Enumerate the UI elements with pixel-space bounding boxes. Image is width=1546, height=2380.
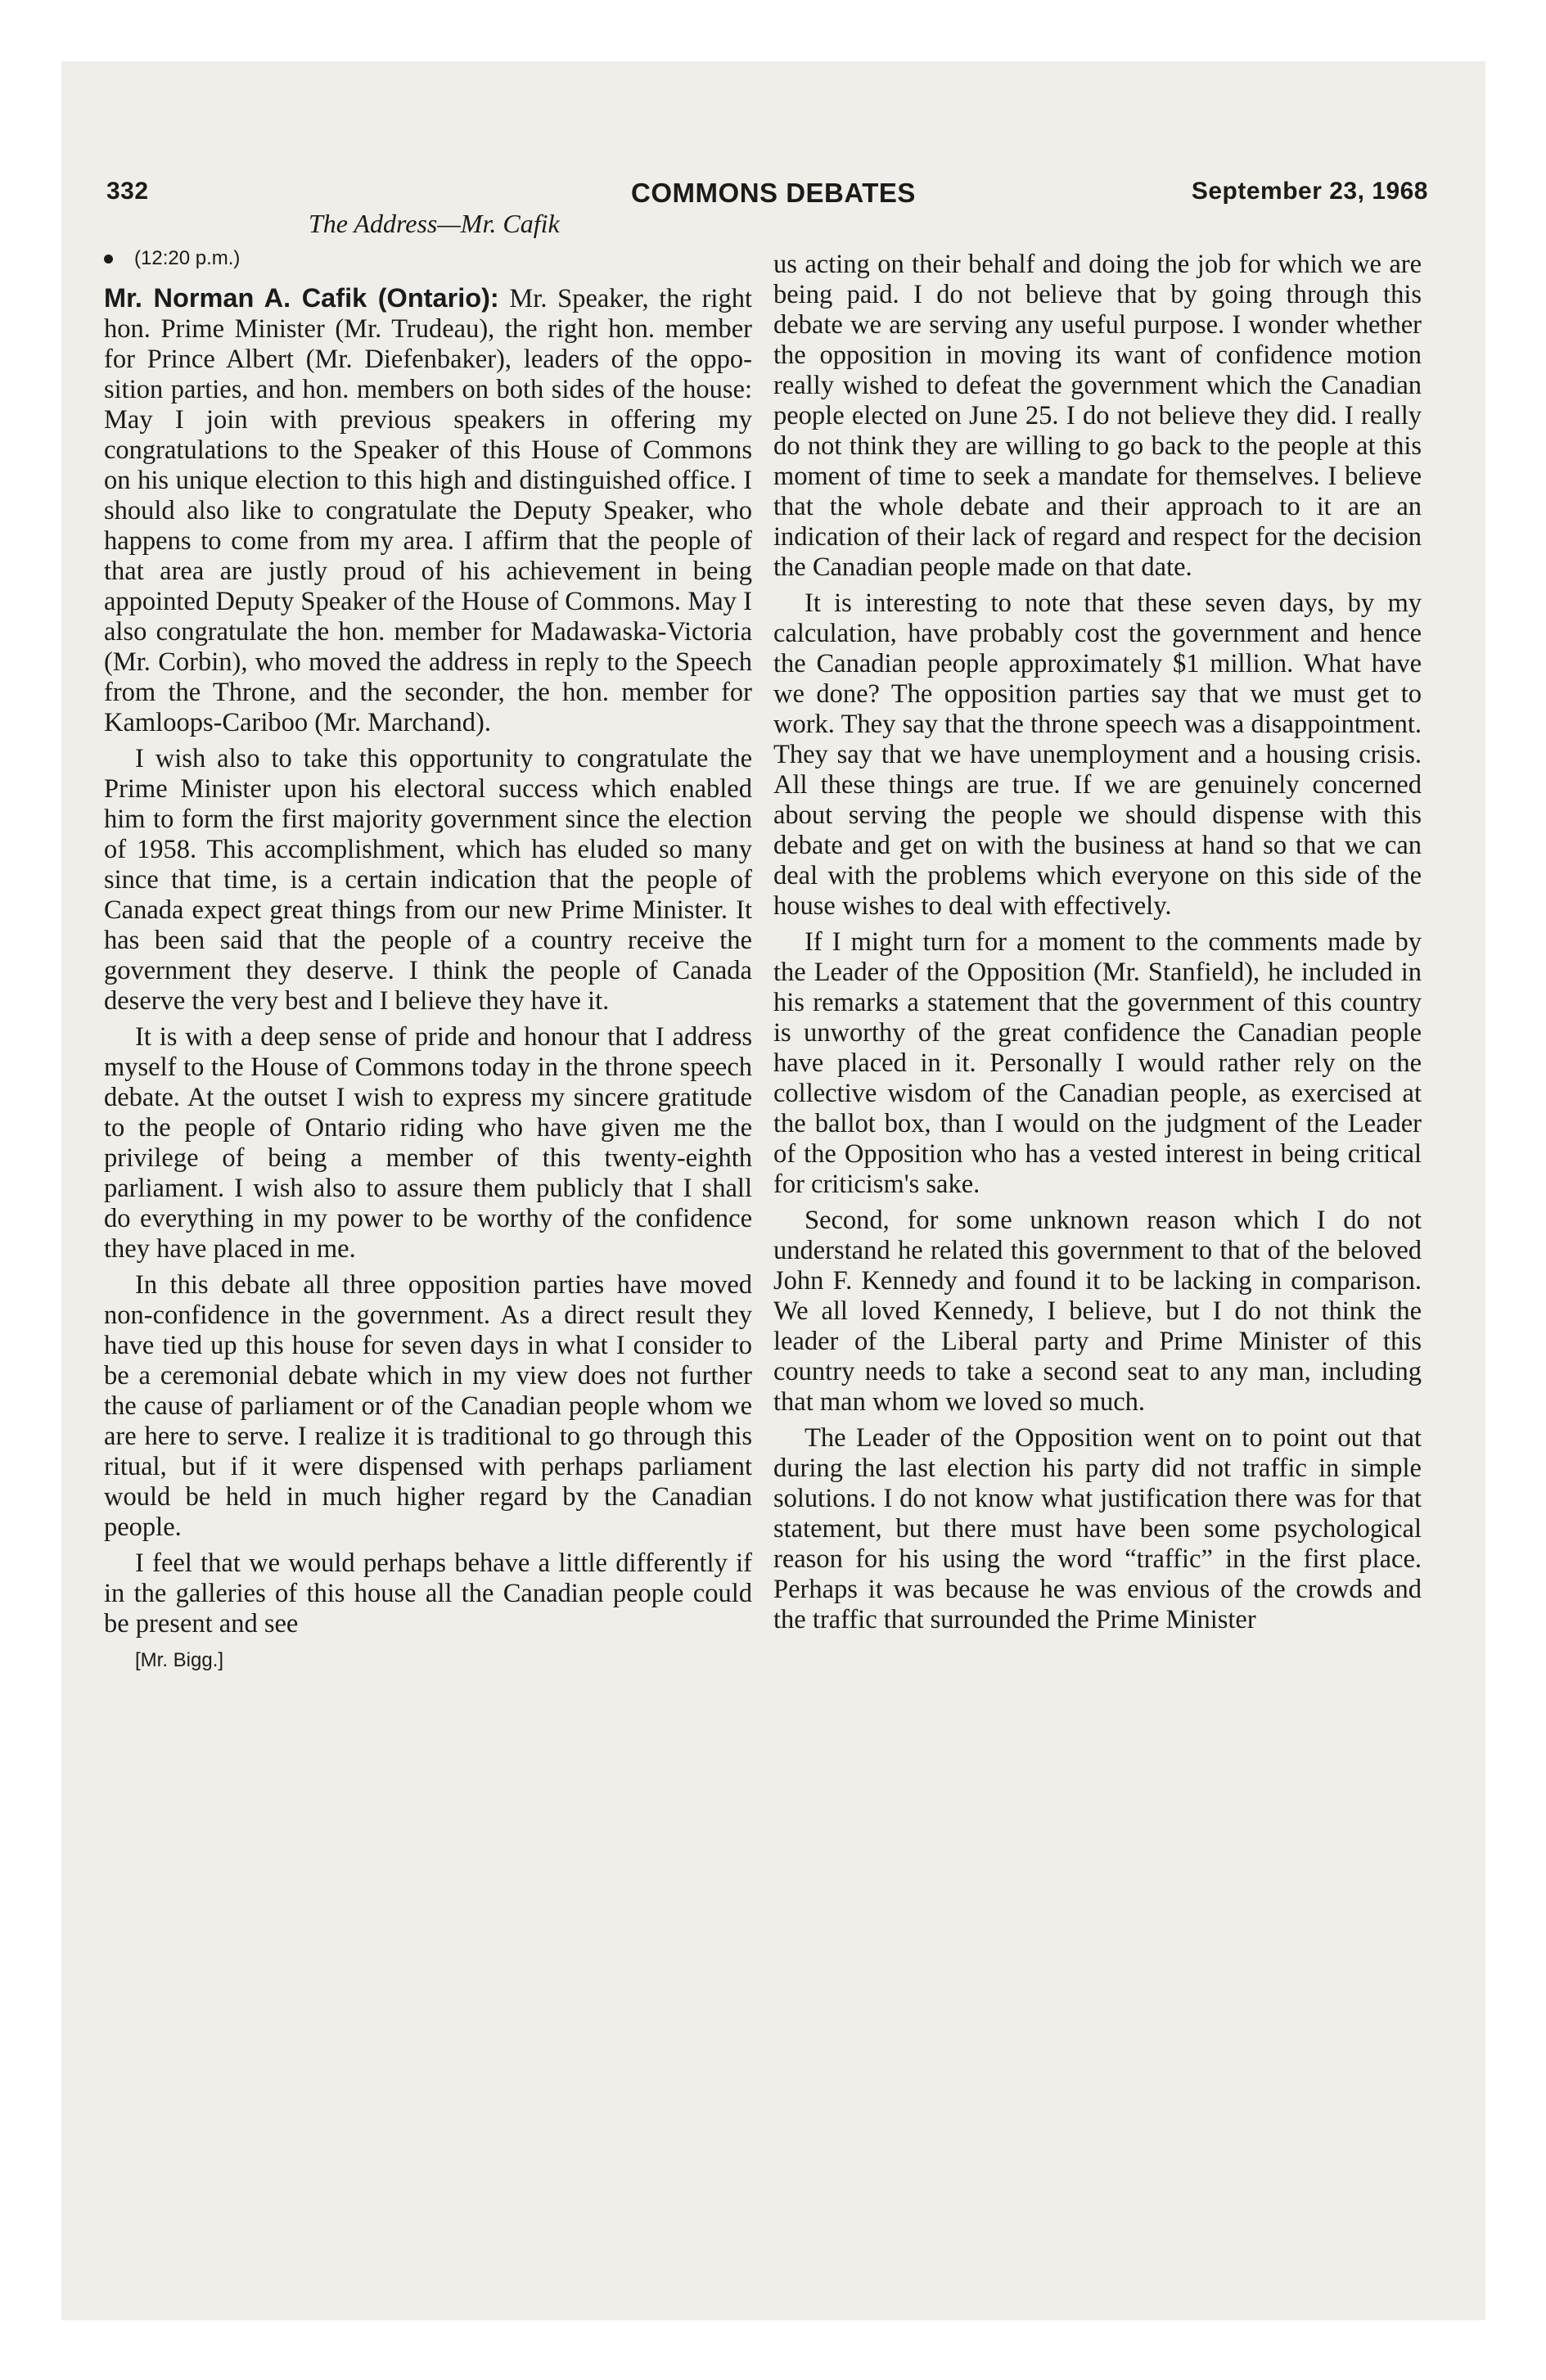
paragraph: It is with a deep sense of pride and honour that I address myself to the House of Commons today in the throne speech debate. At the outset I wish to express my sincere gratitude to the people of Ontario riding who have given me the privilege of being a member of this twenty-eighth parliament. I wish also to assure them publicly that I shall do everything in my power to be worthy of the confidence they have placed in me.	[104, 1022, 752, 1264]
footer-note: [Mr. Bigg.]	[135, 1649, 224, 1671]
paragraph: It is interesting to note that these seven days, by my calculation, have probably cost the government and hence the Canadian people approximately $1 million. What have we done? The opposition parties say that we must get to work. They say that the throne speech was a disappointment. They say that we have unemployment and a housing crisis. All these things are true. If we are genuinely concerned about serving the people we should dispense with this debate and get on with the business at hand so that we can deal with the problems which everyone on this side of the house wishes to deal with effectively.	[773, 588, 1422, 921]
bullet-icon	[104, 255, 113, 264]
time-stamp: (12:20 p.m.)	[134, 247, 241, 269]
paragraph: us acting on their behalf and doing the job for which we are being paid. I do not believe that by going through this debate we are serving any useful purpose. I wonder whether the opposition in moving its want of confidence motion really wished to defeat the government which the Canadian people elected on June 25. I do not believe they did. I really do not think they are willing to go back to the people at this moment of time to seek a mandate for themselves. I believe that the whole debate and their approach to it are an indication of their lack of regard and respect for the decision the Canadian people made on that date.	[773, 250, 1422, 582]
paragraph-text: Mr. Speaker, the right hon. Prime Minister (Mr. Trudeau), the right hon. member for Prince Albert (Mr. Diefenbaker), leaders of the opposition parties, and hon. members on both sides of the house: May I join with previous speakers in offering my congratulations to the Speaker of this House of Commons on his unique election to this high and distinguished office. I should also like to congratulate the Deputy Speaker, who happens to come from my area. I affirm that the people of that area are justly proud of his achievement in being appointed Deputy Speaker of the House of Commons. May I also congratulate the hon. member for Madawaska-Victoria (Mr. Corbin), who moved the address in reply to the Speech from the Throne, and the seconder, the hon. member for Kamloops-Cariboo (Mr. Marchand).	[104, 284, 752, 737]
paragraph: If I might turn for a moment to the comments made by the Leader of the Opposition (Mr. Stanfield), he included in his remarks a statement that the government of this country is unworthy of the great confidence the Canadian people have placed in it. Personally I would rather rely on the collective wisdom of the Canadian people, as exercised at the ballot box, than I would on the judgment of the Leader of the Opposition who has a vested interest in being critical for criticism's sake.	[773, 927, 1422, 1199]
paragraph	[104, 283, 752, 738]
document-page	[61, 61, 1485, 2320]
left-column	[104, 209, 752, 1681]
paragraph: The Leader of the Opposition went on to point out that during the last election his party did not traffic in simple solutions. I do not know what justification there was for that statement, but there must have been some psychological reason for his using the word “traffic” in the first place. Perhaps it was because he was envious of the crowds and the traffic that surrounded the Prime Minister	[773, 1423, 1422, 1634]
paragraph: I feel that we would perhaps behave a little differently if in the galleries of this house all the Canadian people could be present and see	[104, 1548, 752, 1639]
page-number: 332	[106, 178, 149, 205]
paragraph: I wish also to take this opportunity to congratulate the Prime Minister upon his electoral success which enabled him to form the first majority government since the election of 1958. This accomplishment, which has eluded so many since that time, is a certain indication that the people of Canada expect great things from our new Prime Minister. It has been said that the people of a country receive the government they deserve. I think the people of Canada deserve the very best and I believe they have it.	[104, 744, 752, 1016]
page-date: September 23, 1968	[1191, 178, 1428, 205]
publication-title: COMMONS DEBATES	[631, 178, 916, 208]
time-stamp-line	[104, 243, 752, 273]
speaker-name: Mr. Norman A. Cafik (Ontario):	[104, 283, 499, 313]
paragraph: In this debate all three opposition parties have moved non-confidence in the government. As a direct result they have tied up this house for seven days in what I consider to be a ceremonial debate which in my view does not further the cause of parliament or of the Canadian people whom we are here to serve. I realize it is traditional to go through this ritual, but if it were dispensed with perhaps parliament would be held in much higher regard by the Canadian people.	[104, 1270, 752, 1542]
running-head: The Address—Mr. Cafik	[309, 209, 560, 238]
right-column	[773, 250, 1422, 1641]
paragraph: Second, for some unknown reason which I do not understand he related this government to that of the beloved John F. Kennedy and found it to be lacking in comparison. We all loved Kennedy, I believe, but I do not think the leader of the Liberal party and Prime Minister of this country needs to take a second seat to any man, including that man whom we loved so much.	[773, 1206, 1422, 1417]
